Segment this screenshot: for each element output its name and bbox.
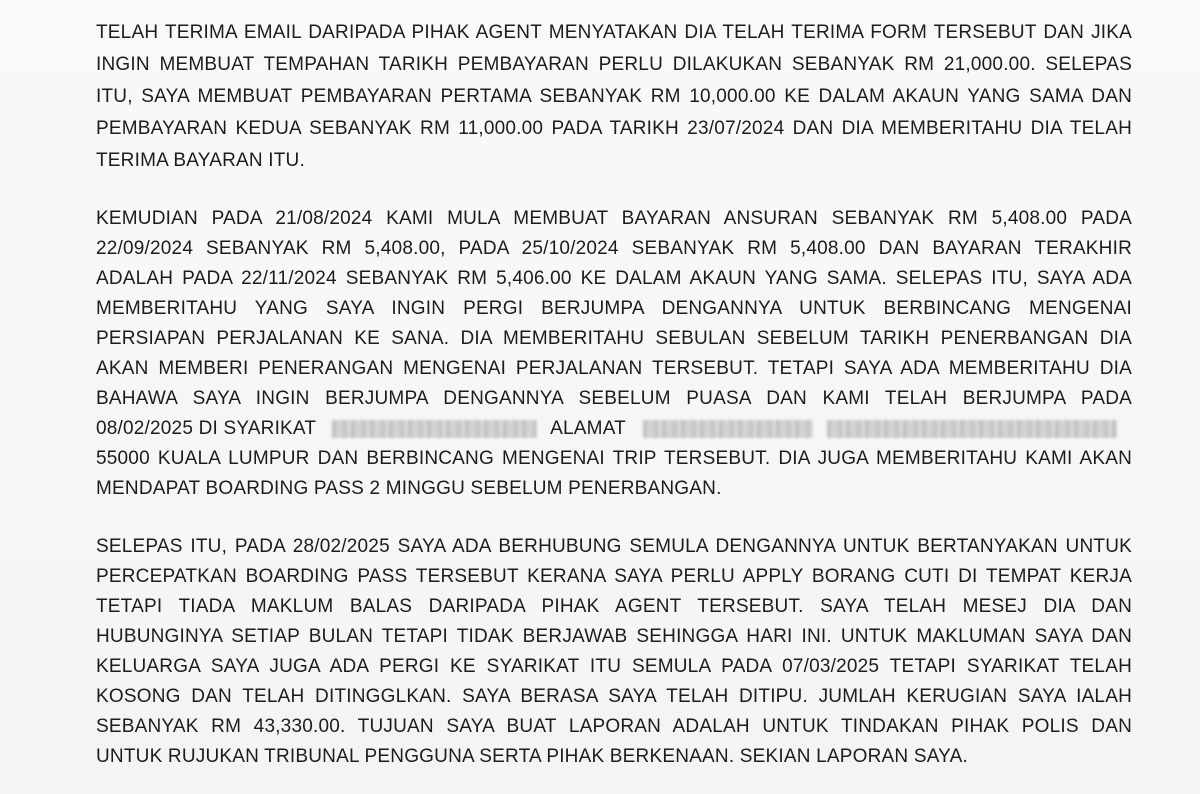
- text-line: MENDAPAT BOARDING PASS 2 MINGGU SEBELUM PENERBANGAN.: [96, 478, 722, 499]
- text-line: SEBANYAK RM 43,330.00. TUJUAN SAYA BUAT LAPORAN ADALAH UNTUK TINDAKAN PIHAK POLIS DAN: [96, 716, 1132, 737]
- text-line: 55000 KUALA LUMPUR DAN BERBINCANG MENGENAI TRIP TERSEBUT. DIA JUGA MEMBERITAHU KAMI AKAN: [96, 448, 1132, 469]
- text-line: BAHAWA SAYA INGIN BERJUMPA DENGANNYA SEBELUM PUASA DAN KAMI TELAH BERJUMPA PADA: [96, 388, 1132, 409]
- text-line: PERSIAPAN PERJALANAN KE SANA. DIA MEMBERITAHU SEBULAN SEBELUM TARIKH PENERBANGAN DIA: [96, 328, 1132, 349]
- text-line: UNTUK RUJUKAN TRIBUNAL PENGGUNA SERTA PIHAK BERKENAAN. SEKIAN LAPORAN SAYA.: [96, 746, 968, 767]
- text-line: TELAH TERIMA EMAIL DARIPADA PIHAK AGENT MENYATAKAN DIA TELAH TERIMA FORM TERSEBUT DAN JIKA: [96, 22, 1132, 43]
- text-line: SELEPAS ITU, PADA 28/02/2025 SAYA ADA BERHUBUNG SEMULA DENGANNYA UNTUK BERTANYAKAN UNTUK: [96, 536, 1132, 557]
- text-line: PEMBAYARAN KEDUA SEBANYAK RM 11,000.00 PADA TARIKH 23/07/2024 DAN DIA MEMBERITAHU DIA TELAH: [96, 118, 1132, 139]
- text-line: TERIMA BAYARAN ITU.: [96, 150, 305, 171]
- redaction-blur: [643, 420, 813, 438]
- redaction-blur: [332, 420, 537, 438]
- redacted-text-line: [96, 414, 1132, 444]
- text-segment: ALAMAT: [550, 418, 626, 439]
- text-line: KELUARGA SAYA JUGA ADA PERGI KE SYARIKAT ITU SEMULA PADA 07/03/2025 TETAPI SYARIKAT TELAH: [96, 656, 1132, 677]
- text-line: KEMUDIAN PADA 21/08/2024 KAMI MULA MEMBUAT BAYARAN ANSURAN SEBANYAK RM 5,408.00 PADA: [96, 208, 1132, 229]
- redaction-blur: [827, 420, 1117, 438]
- text-line: ADALAH PADA 22/11/2024 SEBANYAK RM 5,406.00 KE DALAM AKAUN YANG SAMA. SELEPAS ITU, SAYA ADA: [96, 268, 1132, 289]
- text-line: INGIN MEMBUAT TEMPAHAN TARIKH PEMBAYARAN PERLU DILAKUKAN SEBANYAK RM 21,000.00. SELEPAS: [96, 54, 1132, 75]
- text-line: KOSONG DAN TELAH DITINGGLKAN. SAYA BERASA SAYA TELAH DITIPU. JUMLAH KERUGIAN SAYA IALAH: [96, 686, 1132, 707]
- text-line: ITU, SAYA MEMBUAT PEMBAYARAN PERTAMA SEBANYAK RM 10,000.00 KE DALAM AKAUN YANG SAMA DAN: [96, 86, 1132, 107]
- text-line: TETAPI TIADA MAKLUM BALAS DARIPADA PIHAK AGENT TERSEBUT. SAYA TELAH MESEJ DIA DAN: [96, 596, 1132, 617]
- text-line: 22/09/2024 SEBANYAK RM 5,408.00, PADA 25/10/2024 SEBANYAK RM 5,408.00 DAN BAYARAN TERAKHIR: [96, 238, 1132, 259]
- text-segment: 08/02/2025 DI SYARIKAT: [96, 418, 317, 439]
- text-line: HUBUNGINYA SETIAP BULAN TETAPI TIDAK BERJAWAB SEHINGGA HARI INI. UNTUK MAKLUMAN SAYA DAN: [96, 626, 1132, 647]
- text-line: AKAN MEMBERI PENERANGAN MENGENAI PERJALANAN TERSEBUT. TETAPI SAYA ADA MEMBERITAHU DIA: [96, 358, 1132, 379]
- text-line: PERCEPATKAN BOARDING PASS TERSEBUT KERANA SAYA PERLU APPLY BORANG CUTI DI TEMPAT KERJA: [96, 566, 1132, 587]
- text-line: MEMBERITAHU YANG SAYA INGIN PERGI BERJUMPA DENGANNYA UNTUK BERBINCANG MENGENAI: [96, 298, 1132, 319]
